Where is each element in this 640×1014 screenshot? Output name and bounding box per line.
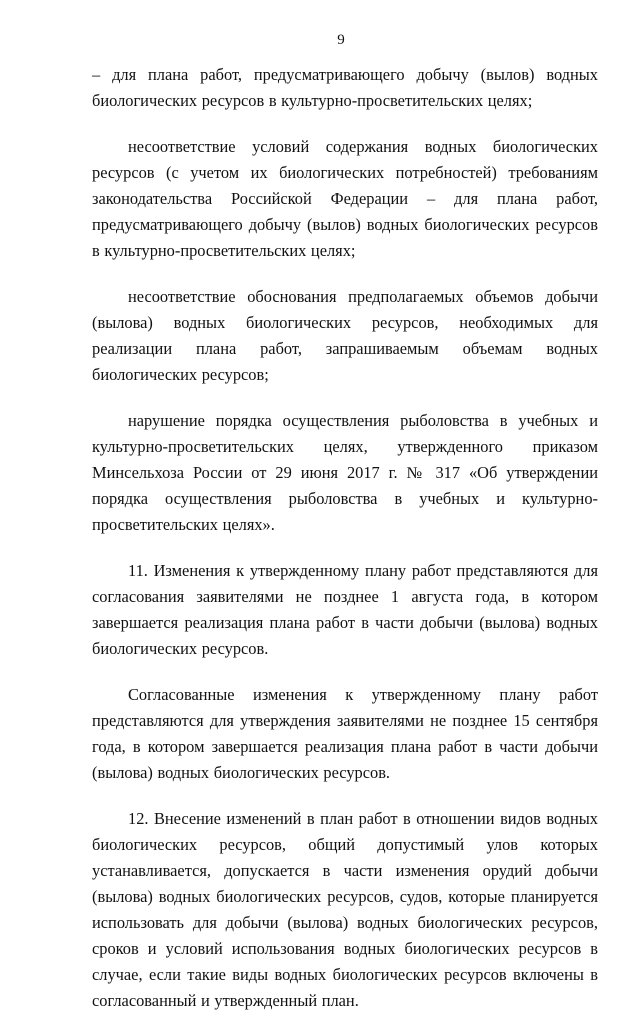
- paragraph-4: нарушение порядка осуществления рыболовства в учебных и культурно-просветительских целях, утвержденного приказом Минсельхоза России от 29 июня 2017 г. № 317 «Об утверждении порядка осуществления рыболовства в учебных и культурно-просветительских целях».: [92, 411, 598, 534]
- paragraph-6: Согласованные изменения к утвержденному плану работ представляются для утверждения заявителями не позднее 15 сентября года, в котором завершается реализация плана работ в части добычи (вылова) водных биологических ресурсов.: [92, 685, 598, 782]
- paragraph-3: несоответствие обоснования предполагаемых объемов добычи (вылова) водных биологических ресурсов, необходимых для реализации плана работ, запрашиваемым объемам водных биологических ресурсов;: [92, 287, 598, 384]
- page-number: 9: [337, 32, 345, 48]
- paragraph-5: 11. Изменения к утвержденному плану работ представляются для согласования заявителями не позднее 1 августа года, в котором завершается реализация плана работ в части добычи (вылова) водных биологических ресурсов.: [92, 561, 598, 658]
- paragraph-1: – для плана работ, предусматривающего добычу (вылов) водных биологических ресурсов в культурно-просветительских целях;: [92, 65, 598, 110]
- paragraph-7: 12. Внесение изменений в план работ в отношении видов водных биологических ресурсов, общий допустимый улов которых устанавливается, допускается в части изменения орудий добычи (вылова) водных биологических ресурсов, судов, которые планируется использовать для добычи (вылова) водных биологических ресурсов, сроков и условий использования водных биологических ресурсов в случае, если такие виды водных биологических ресурсов включены в согласованный и утвержденный план.: [92, 809, 598, 1010]
- paragraph-2: несоответствие условий содержания водных биологических ресурсов (с учетом их биологических потребностей) требованиям законодательства Российской Федерации – для плана работ, предусматривающего добычу (вылов) водных биологических ресурсов в культурно-просветительских целях;: [92, 137, 598, 260]
